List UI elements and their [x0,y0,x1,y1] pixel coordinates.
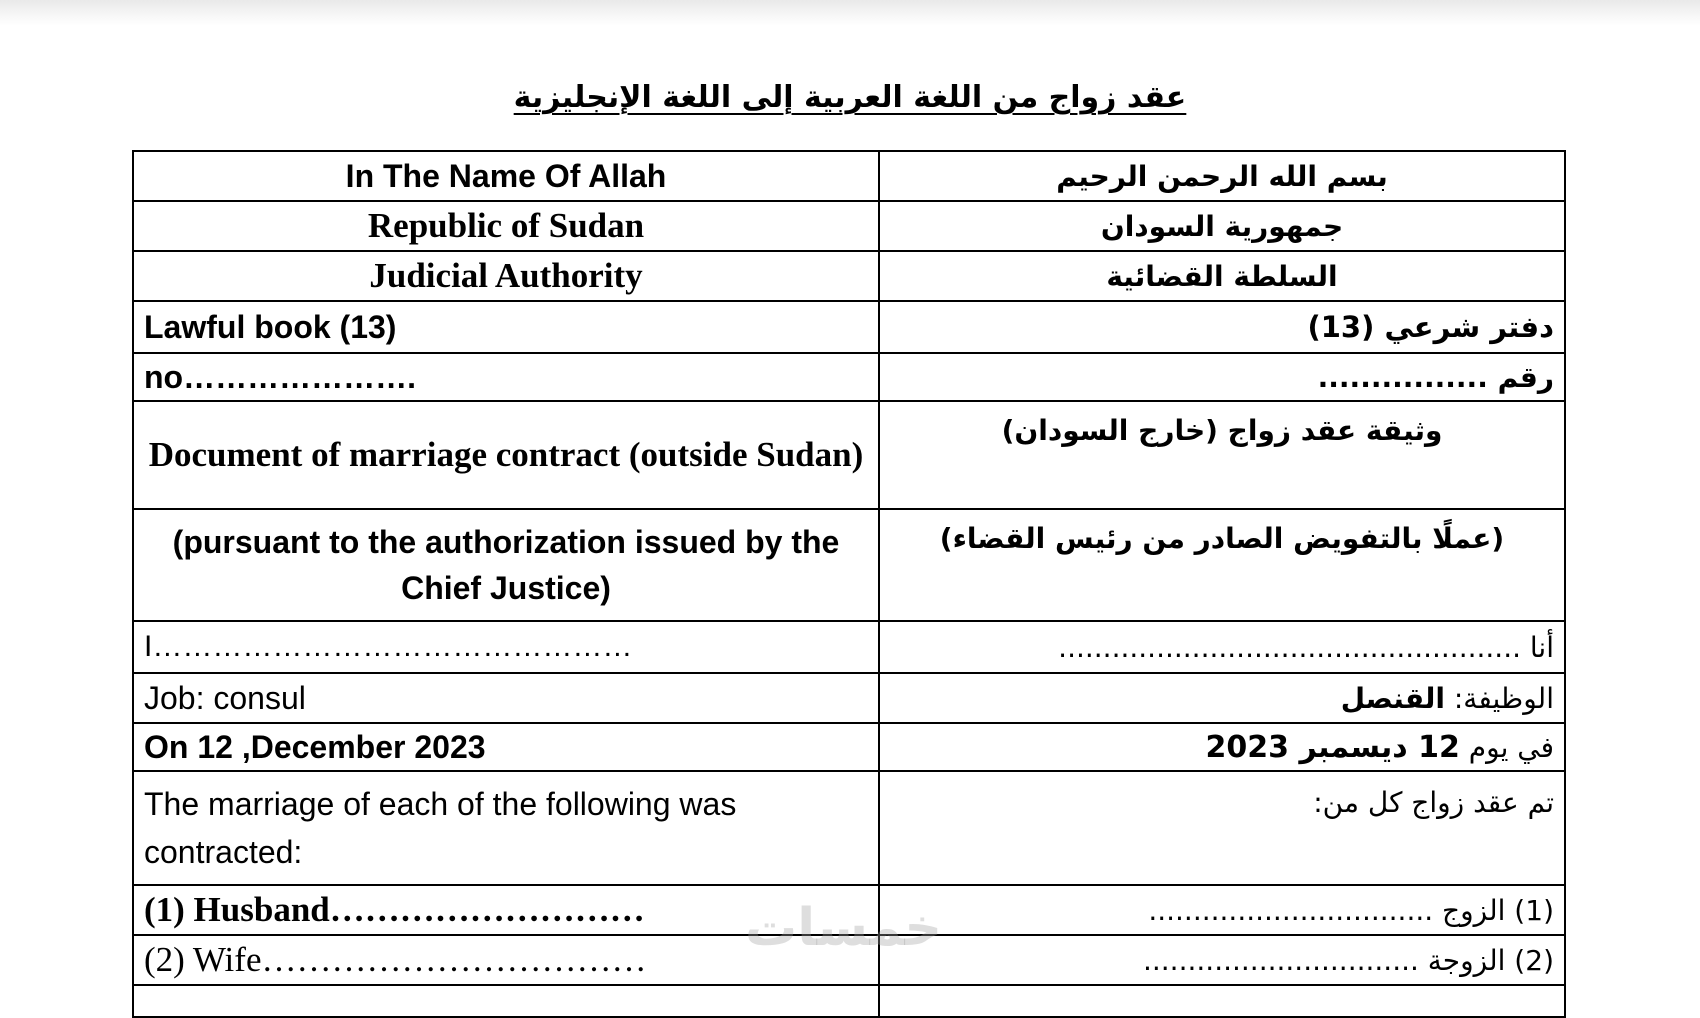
table-row [133,353,1565,401]
en-cell-republic: Republic of Sudan [133,201,879,251]
en-cell-authorization: (pursuant to the authorization issued by the Chief Justice) [133,509,879,621]
ar-cell-bismillah: بسم الله الرحمن الرحيم [879,151,1565,201]
table-row [133,673,1565,723]
window-top-band [0,0,1700,26]
table-row [133,151,1565,201]
ar-cell-number: رقم ................ [879,353,1565,401]
table-row [133,401,1565,509]
ar-cell-marriage-intro: تم عقد زواج كل من: [879,771,1565,885]
table-row [133,201,1565,251]
en-cell-document-type: Document of marriage contract (outside Sudan) [133,401,879,509]
ar-cell-empty [879,985,1565,1017]
table-row [133,771,1565,885]
en-cell-empty [133,985,879,1017]
en-cell-bismillah: In The Name Of Allah [133,151,879,201]
en-cell-wife: (2) Wife…………………………… [133,935,879,985]
en-cell-marriage-intro: The marriage of each of the following was contracted: [133,771,879,885]
en-cell-job: Job: consul [133,673,879,723]
ar-cell-judicial: السلطة القضائية [879,251,1565,301]
en-cell-husband: (1) Husband……………………… [133,885,879,935]
ar-cell-republic: جمهورية السودان [879,201,1565,251]
en-cell-judicial: Judicial Authority [133,251,879,301]
date-prefix: في يوم [1468,730,1554,764]
en-cell-name-line: I………………………………………… [133,621,879,673]
table-row [133,985,1565,1017]
en-cell-date: On 12 ,December 2023 [133,723,879,771]
ar-cell-document-type: وثيقة عقد زواج (خارج السودان) [879,401,1565,509]
job-value: القنصل [1340,681,1445,715]
ar-cell-date [879,723,1565,771]
ar-cell-job [879,673,1565,723]
ar-cell-husband: (1) الزوج ................................ [879,885,1565,935]
en-cell-number: no…………………. [133,353,879,401]
ar-cell-lawful-book: دفتر شرعي (13) [879,301,1565,353]
document-title: عقد زواج من اللغة العربية إلى اللغة الإنجليزية [513,80,1187,115]
contract-table [132,150,1566,1018]
table-row [133,251,1565,301]
job-label: الوظيفة: [1453,681,1554,715]
ar-cell-name-line: أنا .................................................... [879,621,1565,673]
date-value: 12 ديسمبر 2023 [1205,729,1460,765]
en-cell-lawful-book: Lawful book (13) [133,301,879,353]
watermark-logo: خمسات [745,898,943,958]
table-row [133,301,1565,353]
table-row [133,621,1565,673]
table-row [133,723,1565,771]
table-row [133,509,1565,621]
ar-cell-wife: (2) الزوجة ............................... [879,935,1565,985]
ar-cell-authorization: (عملًا بالتفويض الصادر من رئيس القضاء) [879,509,1565,621]
